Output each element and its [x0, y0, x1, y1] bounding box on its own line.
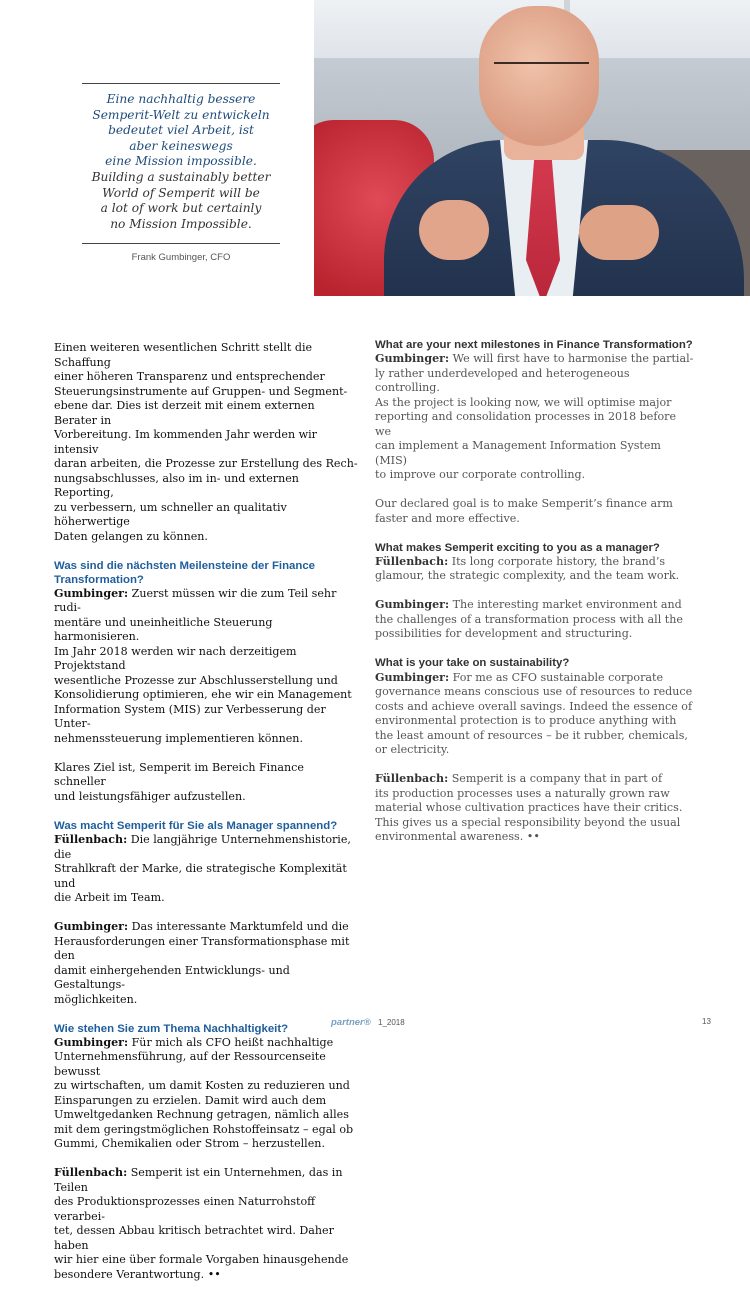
answer-text: The interesting market environment and the challenges of a transformation process with all the possibilities for development and structuring.	[375, 598, 683, 641]
german-answer-1	[54, 587, 359, 747]
english-question-3: What is your take on sustainability?	[375, 657, 570, 670]
quote-english: Building a sustainably better World of Semperit will be a lot of work but certainly no Mission Impossible.	[91, 169, 271, 231]
answer-text: Zuerst müssen wir die zum Teil sehr rudi- mentäre und uneinheitliche Steuerung harmonisieren. Im Jahr 2018 werden wir nach derzeitigem Projektstand wesentliche Prozesse zur Abschlusserstellung und Konsolidierung optimieren, ehe wir ein Management Information System (MIS) zur Verbesserung der Unter- nehmenssteuerung implementieren können.	[54, 586, 352, 745]
german-answer-3b	[54, 1166, 359, 1282]
quote-author: Frank Gumbinger, CFO	[131, 252, 231, 264]
english-answer-3	[375, 671, 695, 758]
english-answer-3b	[375, 772, 695, 845]
answer-text: For me as CFO sustainable corporate governance means conscious use of resources to reduce costs and achieve overall savings. Indeed the essence of environmental protection is to produce anything with the least amount of resources – be it rubber, chemicals, or electricity.	[375, 670, 693, 757]
german-intro-paragraph: Einen weiteren wesentlichen Schritt stellt die Schaffung einer höheren Transparenz und entsprechender Steuerungsinstrumente auf Gruppen- und Segment- ebene dar. Dies ist derzeit mit einem externen Berater in Vorbereitung. Im kommenden Jahr werden wir intensiv daran arbeiten, die Prozesse zur Erstellung des Rech- nungsabschlusses, also im in- und externen Reporting, zu verbessern, um schneller an qualitativ höherwertige Daten gelangen zu können.	[54, 341, 358, 543]
german-question-1: Was sind die nächsten Meilensteine der Finance Transformation?	[54, 559, 315, 586]
english-answer-1-paragraph-2: Our declared goal is to make Semperit’s finance arm faster and more effective.	[375, 497, 673, 525]
speaker-name: Gumbinger:	[375, 352, 450, 366]
english-question-1: What are your next milestones in Finance Transformation?	[375, 339, 693, 351]
english-answer-1	[375, 352, 695, 483]
speaker-name: Füllenbach:	[54, 833, 128, 847]
answer-text: Für mich als CFO heißt nachhaltige Unternehmensführung, auf der Ressourcenseite bewusst zu wirtschaften, um damit Kosten zu reduzieren und Einsparungen zu erzielen. Damit wird auch dem Umweltgedanken Rechnung getragen, nämlich alles mit dem geringstmöglichen Rohstoffeinsatz – egal ob Gummi, Chemikalien oder Strom – herzustellen.	[54, 1035, 354, 1151]
answer-text: Semperit ist ein Unternehmen, das in Teilen des Produktionsprozesses einen Naturrohstoff verarbei- tet, dessen Abbau kritisch betrachtet wird. Daher haben wir hier eine über formale Vorgaben hinausgehende besondere Verantwortung. ••	[54, 1166, 349, 1281]
pull-quote	[68, 83, 294, 263]
english-column	[375, 338, 695, 859]
english-answer-2	[375, 555, 695, 584]
english-answer-2b	[375, 598, 695, 642]
speaker-name: Gumbinger:	[375, 598, 450, 612]
issue-number: 1_2018	[378, 1018, 405, 1027]
german-answer-3	[54, 1036, 359, 1152]
photo-glasses	[494, 62, 589, 82]
quote-bottom-rule	[82, 243, 280, 244]
speaker-name: Füllenbach:	[54, 1166, 128, 1180]
answer-text: We will first have to harmonise the partial- ly rather underdeveloped and heterogeneous controlling. As the project is looking now, we will optimise major reporting and consolidation processes in 2018 before we can implement a Management Information System (MIS) to improve our corporate controlling.	[375, 352, 694, 482]
quote-top-rule	[82, 83, 280, 84]
answer-text: Its long corporate history, the brand’s glamour, the strategic complexity, and the team work.	[375, 554, 680, 583]
german-question-3: Wie stehen Sie zum Thema Nachhaltigkeit?	[54, 1022, 289, 1035]
answer-text: Semperit is a company that in part of its production processes uses a naturally grown raw material whose cultivation practices have their critics. This gives us a special responsibility beyond the usual environmental awareness. ••	[375, 772, 683, 844]
speaker-name: Füllenbach:	[375, 554, 449, 568]
german-column	[54, 341, 359, 1297]
answer-text: Das interessante Marktumfeld und die Herausforderungen einer Transformationsphase mit den damit einhergehenden Entwicklungs- und Gestaltungs- möglichkeiten.	[54, 920, 350, 1006]
photo-right-hand	[579, 205, 659, 260]
speaker-name: Gumbinger:	[54, 920, 129, 934]
page-footer	[0, 1017, 750, 1029]
english-question-2: What makes Semperit exciting to you as a manager?	[375, 541, 660, 554]
answer-text: Die langjährige Unternehmenshistorie, die Strahlkraft der Marke, die strategische Komplexität und die Arbeit im Team.	[54, 833, 351, 905]
photo-left-hand	[419, 200, 489, 260]
magazine-brand: partner®	[331, 1017, 371, 1028]
german-answer-1-paragraph-2: Klares Ziel ist, Semperit im Bereich Finance schneller und leistungsfähiger aufzustellen.	[54, 760, 304, 803]
german-answer-2b	[54, 920, 359, 1007]
speaker-name: Gumbinger:	[375, 670, 450, 684]
german-answer-2	[54, 833, 359, 906]
german-question-2: Was macht Semperit für Sie als Manager spannend?	[54, 819, 338, 832]
quote-german: Eine nachhaltig bessere Semperit-Welt zu entwickeln bedeutet viel Arbeit, ist aber keineswegs eine Mission impossible.	[92, 92, 270, 169]
speaker-name: Gumbinger:	[54, 586, 129, 600]
page-number: 13	[702, 1017, 711, 1026]
speaker-name: Füllenbach:	[375, 772, 449, 786]
speaker-name: Gumbinger:	[54, 1035, 129, 1049]
interview-photo	[314, 0, 750, 296]
